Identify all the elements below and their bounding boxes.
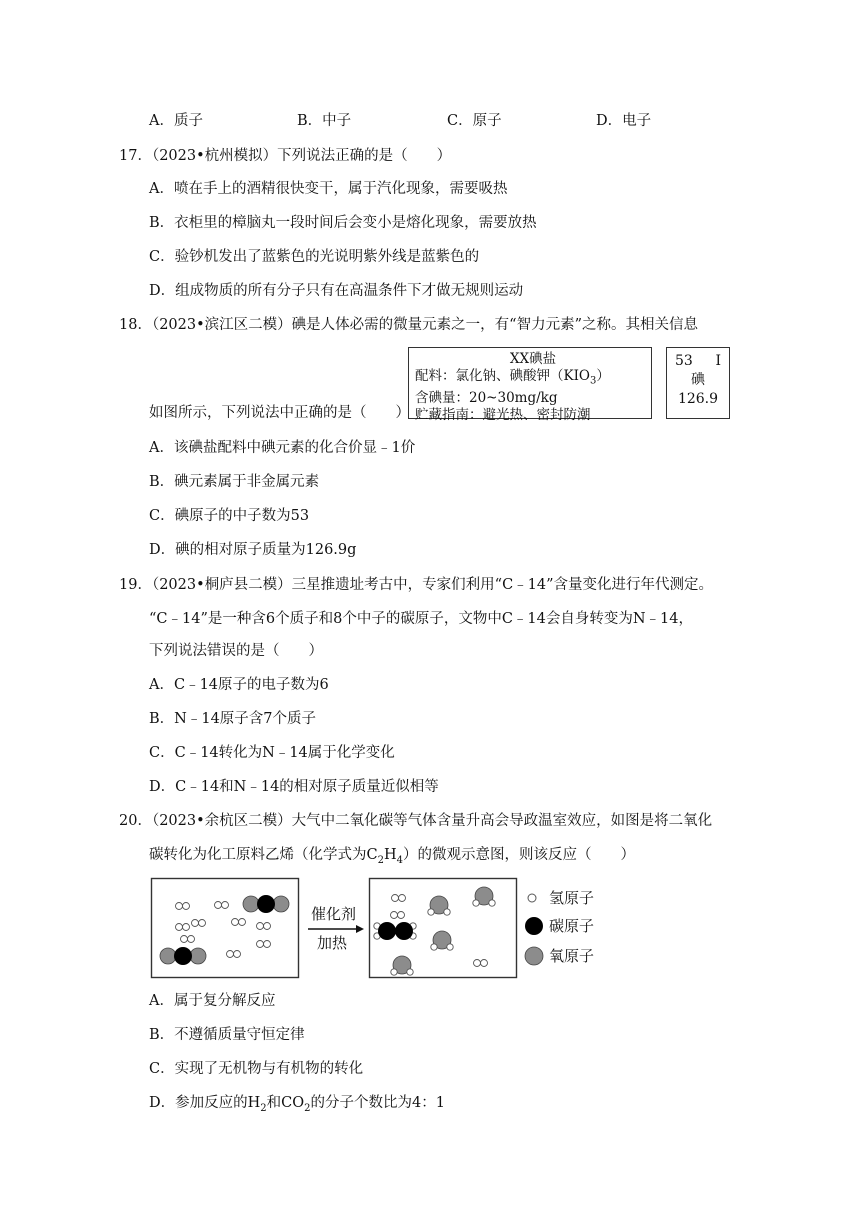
legend-hydrogen-symbol bbox=[528, 894, 536, 902]
q19-stem-line1: 19．（2023•桐庐县二模）三星推遗址考古中，专家们利用“C﹣14”含量变化进行年代测定。 bbox=[119, 577, 714, 593]
q18-option-d: D．碘的相对原子质量为126.9g bbox=[149, 542, 357, 558]
q20-option-b: B．不遵循质量守恒定律 bbox=[149, 1027, 305, 1043]
q17-stem: 17．（2023•杭州模拟）下列说法正确的是（ ） bbox=[119, 148, 452, 164]
q17-option-a: A．喷在手上的酒精很快变干，属于汽化现象，需要吸热 bbox=[149, 181, 508, 197]
q20-stem-line2: 碳转化为化工原料乙烯（化学式为$C_2H_4$）的微观示意图，则该反应（ ） bbox=[149, 847, 635, 866]
salt-label-iodine-content: 含碘量：20~30mg/kg bbox=[415, 389, 558, 406]
q16-option-d: D．电子 bbox=[596, 113, 652, 129]
legend-carbon-symbol bbox=[525, 917, 543, 935]
legend-hydrogen-label: 氢原子 bbox=[549, 889, 595, 907]
q18-option-a: A．该碘盐配料中碘元素的化合价显﹣1价 bbox=[149, 440, 416, 456]
q19-option-b: B．N﹣14原子含7个质子 bbox=[149, 711, 317, 727]
q19-option-d: D．C﹣14和N﹣14的相对原子质量近似相等 bbox=[149, 779, 439, 795]
q16-option-a: A．质子 bbox=[149, 113, 203, 129]
q18-stem-line2: 如图所示，下列说法中正确的是（ ） bbox=[149, 405, 410, 421]
q19-stem-line2: “C﹣14”是一种含6个质子和8个中子的碳原子，文物中C﹣14会自身转变为N﹣14， bbox=[149, 611, 694, 627]
salt-label-ingredients: 配料：氯化钠、碘酸钾$(KIO_3)$ bbox=[415, 368, 610, 387]
element-number-and-symbol bbox=[667, 352, 729, 371]
legend-oxygen-symbol bbox=[525, 947, 543, 965]
q17-option-b: B．衣柜里的樟脑丸一段时间后会变小是熔化现象，需要放热 bbox=[149, 215, 537, 231]
legend-carbon-label: 碳原子 bbox=[549, 917, 595, 935]
q20-option-c: C．实现了无机物与有机物的转化 bbox=[149, 1061, 364, 1077]
q18-stem-line1: 18．（2023•滨江区二模）碘是人体必需的微量元素之一，有“智力元素”之称。其相关信息 bbox=[119, 317, 698, 333]
q19-option-c: C．C﹣14转化为N﹣14属于化学变化 bbox=[149, 745, 395, 761]
q16-option-b: B．中子 bbox=[297, 113, 352, 129]
element-atomic-number: 53 bbox=[675, 353, 693, 369]
q18-option-c: C．碘原子的中子数为53 bbox=[149, 508, 310, 524]
co2-molecule bbox=[160, 947, 206, 965]
salt-label-storage: 贮藏指南：避光热、密封防潮 bbox=[415, 406, 591, 423]
legend-oxygen-label: 氧原子 bbox=[549, 947, 595, 965]
element-name: 碘 bbox=[691, 372, 705, 388]
reactants-box bbox=[152, 879, 299, 978]
q20-option-a: A．属于复分解反应 bbox=[149, 993, 276, 1009]
q20-stem-line1: 20．（2023•余杭区二模）大气中二氧化碳等气体含量升高会导政温室效应，如图是将二氧化 bbox=[119, 813, 713, 829]
element-card-iodine bbox=[666, 347, 730, 419]
q18-option-b: B．碘元素属于非金属元素 bbox=[149, 474, 320, 490]
salt-label-title: XX碘盐 bbox=[509, 351, 557, 367]
arrow-label-catalyst: 催化剂 bbox=[311, 905, 357, 923]
element-symbol: I bbox=[715, 353, 721, 369]
q20-option-d: D．参加反应的$H_2$和$CO_2$的分子个数比为4：1 bbox=[149, 1095, 445, 1114]
iodized-salt-label bbox=[408, 347, 652, 423]
q19-option-a: A．C﹣14原子的电子数为6 bbox=[149, 677, 329, 693]
q19-stem-line3: 下列说法错误的是（ ） bbox=[149, 643, 323, 659]
co2-molecule bbox=[243, 895, 289, 913]
q17-option-d: D．组成物质的所有分子只有在高温条件下才做无规则运动 bbox=[149, 283, 524, 299]
arrow-label-heating: 加热 bbox=[317, 934, 348, 952]
q16-option-c: C．原子 bbox=[447, 113, 502, 129]
reaction-arrow bbox=[308, 925, 364, 933]
element-atomic-mass: 126.9 bbox=[677, 391, 719, 407]
q17-option-c: C．验钞机发出了蓝紫色的光说明紫外线是蓝紫色的 bbox=[149, 249, 480, 265]
